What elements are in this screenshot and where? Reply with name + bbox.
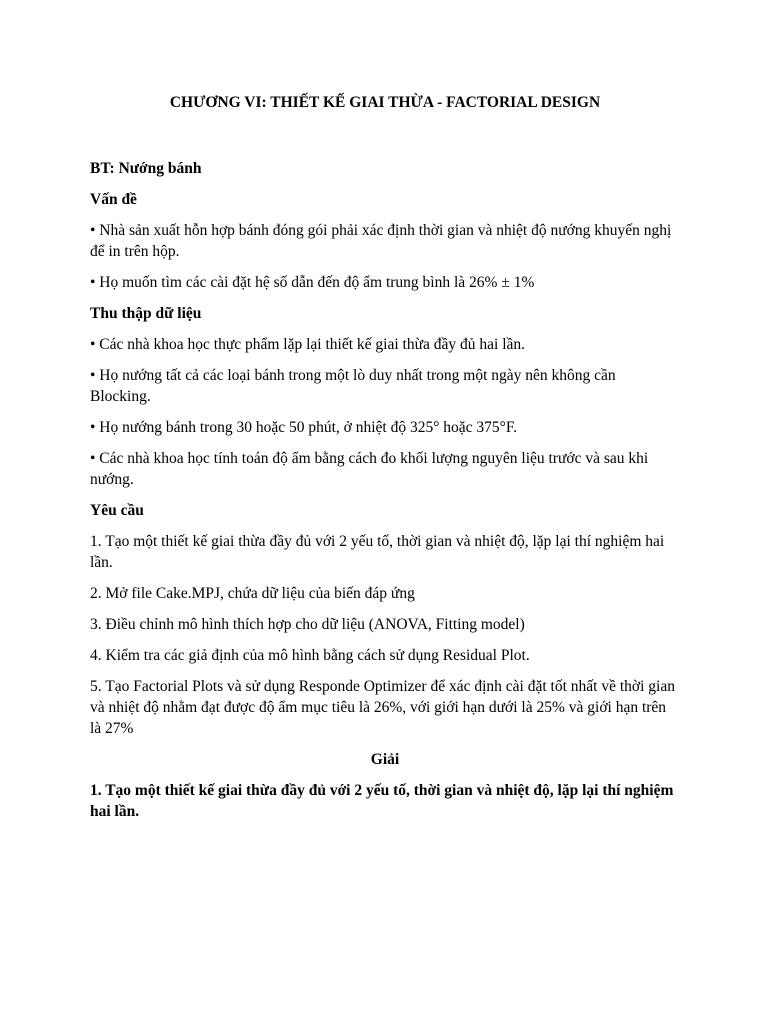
requirements-heading: Yêu cầu <box>90 502 144 519</box>
data-collection-item: • Họ nướng bánh trong 30 hoặc 50 phút, ở nhiệt độ 325° hoặc 375°F. <box>90 419 518 436</box>
problem-item: • Nhà sản xuất hỗn hợp bánh đóng gói phải xác định thời gian và nhiệt độ nướng khuyến nghị để in trên hộp. <box>90 222 672 260</box>
requirement-item: 4. Kiểm tra các giả định của mô hình bằng cách sử dụng Residual Plot. <box>90 647 530 664</box>
data-collection-item: • Họ nướng tất cả các loại bánh trong một lò duy nhất trong một ngày nên không cần Blocking. <box>90 367 616 405</box>
problem-item: • Họ muốn tìm các cài đặt hệ số dẫn đến độ ẩm trung bình là 26% ± 1% <box>90 274 535 291</box>
solution-heading: Giải <box>370 751 400 768</box>
exercise-title: BT: Nướng bánh <box>90 160 202 177</box>
requirement-item: 3. Điều chỉnh mô hình thích hợp cho dữ liệu (ANOVA, Fitting model) <box>90 616 525 633</box>
requirement-item: 2. Mở file Cake.MPJ, chứa dữ liệu của biến đáp ứng <box>90 585 415 602</box>
solution-step-1: 1. Tạo một thiết kế giai thừa đầy đủ với 2 yếu tố, thời gian và nhiệt độ, lặp lại thí nghiệm hai lần. <box>90 782 674 820</box>
data-collection-item: • Các nhà khoa học thực phẩm lặp lại thiết kế giai thừa đầy đủ hai lần. <box>90 336 525 353</box>
requirement-item: 1. Tạo một thiết kế giai thừa đầy đủ với 2 yếu tố, thời gian và nhiệt độ, lặp lại thí nghiệm hai lần. <box>90 533 665 571</box>
problem-heading: Vấn đề <box>90 191 137 208</box>
data-collection-item: • Các nhà khoa học tính toán độ ẩm bằng cách đo khối lượng nguyên liệu trước và sau khi nướng. <box>90 450 649 488</box>
chapter-title: CHƯƠNG VI: THIẾT KẾ GIAI THỪA - FACTORIAL DESIGN <box>169 94 601 111</box>
requirement-item: 5. Tạo Factorial Plots và sử dụng Responde Optimizer để xác định cài đặt tốt nhất về thời gian và nhiệt độ nhằm đạt được độ ẩm mục tiêu là 26%, với giới hạn dưới là 25% và giới hạn trên là 27% <box>90 678 675 737</box>
document-page <box>90 92 680 832</box>
data-collection-heading: Thu thập dữ liệu <box>90 305 202 322</box>
